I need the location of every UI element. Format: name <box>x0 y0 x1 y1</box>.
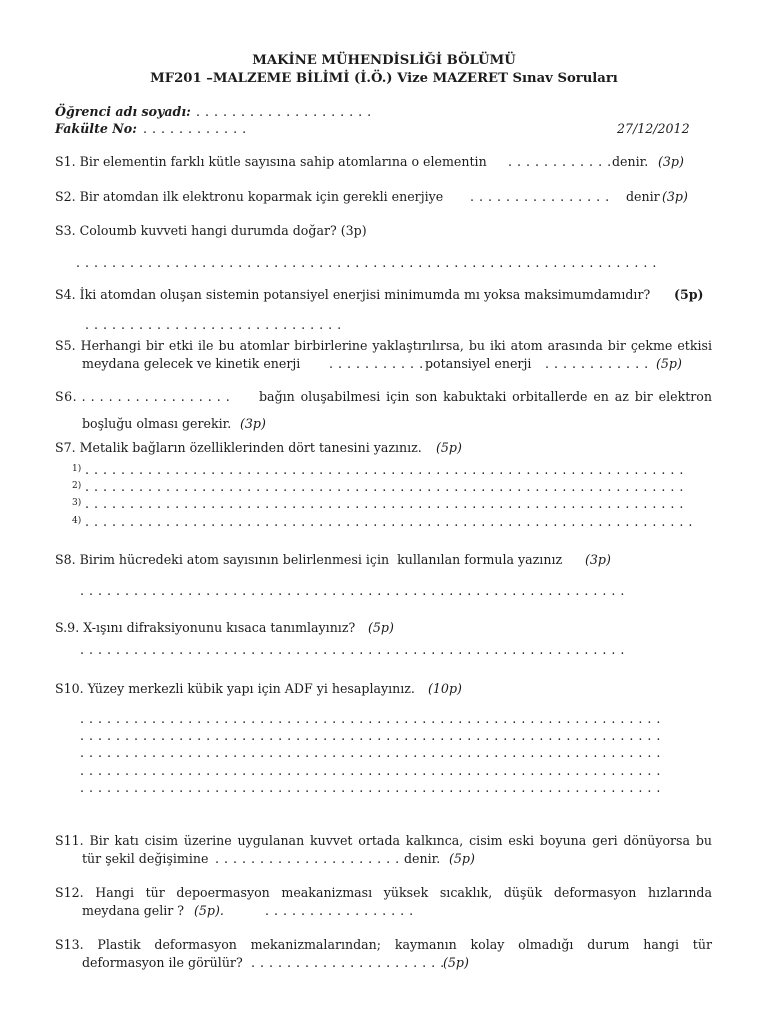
question-s13-line1: S13. Plastik deformasyon mekanizmalarından; kaymanın kolay olmadığı durum hangi tür <box>55 937 712 952</box>
question-s11-line1: S11. Bir katı cisim üzerine uygulanan kuvvet ortada kalkınca, cisim eski boyuna geri dönüyorsa bu <box>55 833 712 848</box>
question-s12-line1: S12. Hangi tür depoermasyon meakanizması yüksek sıcaklık, düşük deformasyon hızlarında <box>55 885 712 900</box>
question-s10-answer-line: . . . . . . . . . . . . . . . . . . . . . . . . . . . . . . . . . . . . . . . . . . . . . . . . . . . . . . . . . . . . . . . . . <box>80 745 661 760</box>
question-s10-answer-line: . . . . . . . . . . . . . . . . . . . . . . . . . . . . . . . . . . . . . . . . . . . . . . . . . . . . . . . . . . . . . . . . . <box>80 780 661 795</box>
question-s2-text: S2. Bir atomdan ilk elektronu koparmak için gerekli enerjiye <box>55 189 444 204</box>
question-s9-points: (5p) <box>368 620 394 635</box>
question-s6-points: (3p) <box>240 416 266 431</box>
exam-title: MF201 –MALZEME BİLİMİ (İ.Ö.) Vize MAZERET Sınav Soruları <box>150 71 618 86</box>
question-s12-points: (5p). <box>194 903 224 918</box>
department-title: MAKİNE MÜHENDİSLİĞİ BÖLÜMÜ <box>252 53 516 68</box>
question-s5-blank1: . . . . . . . . . . . . <box>329 356 433 371</box>
question-s7-item-number: 1) <box>72 464 82 474</box>
question-s11-line2-a: tür şekil değişimine <box>82 851 209 866</box>
question-s7-item-number: 3) <box>72 498 82 508</box>
question-s11-points: (5p) <box>449 851 475 866</box>
question-s10-answer-line: . . . . . . . . . . . . . . . . . . . . . . . . . . . . . . . . . . . . . . . . . . . . . . . . . . . . . . . . . . . . . . . . . <box>80 711 661 726</box>
question-s2-tail: denir <box>626 189 660 204</box>
question-s8-answer-line: . . . . . . . . . . . . . . . . . . . . . . . . . . . . . . . . . . . . . . . . . . . . . . . . . . . . . . . . . . . . . <box>80 583 625 598</box>
question-s6-line2: boşluğu olması gerekir. <box>82 416 232 431</box>
question-s10-points: (10p) <box>428 681 462 696</box>
question-s2-points: (3p) <box>662 189 688 204</box>
question-s10-answer-line: . . . . . . . . . . . . . . . . . . . . . . . . . . . . . . . . . . . . . . . . . . . . . . . . . . . . . . . . . . . . . . . . . <box>80 763 661 778</box>
question-s10-answer-line: . . . . . . . . . . . . . . . . . . . . . . . . . . . . . . . . . . . . . . . . . . . . . . . . . . . . . . . . . . . . . . . . . <box>80 728 661 743</box>
question-s5-line2-b: potansiyel enerji <box>425 356 532 371</box>
question-s9-text: S.9. X-ışını difraksiyonunu kısaca tanımlayınız? <box>55 620 356 635</box>
question-s10-text: S10. Yüzey merkezli kübik yapı için ADF yi hesaplayınız. <box>55 681 415 696</box>
question-s11-line2-b: denir. <box>404 851 441 866</box>
question-s13-blank: . . . . . . . . . . . . . . . . . . . . . . <box>251 955 445 970</box>
question-s4-answer-line: . . . . . . . . . . . . . . . . . . . . . . . . . . . . . <box>85 317 342 332</box>
question-s1-blank: . . . . . . . . . . . . <box>508 154 612 169</box>
question-s7-item-blank: . . . . . . . . . . . . . . . . . . . . . . . . . . . . . . . . . . . . . . . . . . . . . . . . . . . . . . . . . . . . . . . . . . . <box>85 496 684 511</box>
student-name-label: Öğrenci adı soyadı: <box>55 104 191 119</box>
question-s7-item-number: 2) <box>72 481 82 491</box>
question-s5-blank2: . . . . . . . . . . . . <box>545 356 649 371</box>
question-s3-text: S3. Coloumb kuvveti hangi durumda doğar? (3p) <box>55 223 367 238</box>
question-s4-points: (5p) <box>674 287 704 302</box>
question-s6-blank: S6. . . . . . . . . . . . . . . . . . <box>55 389 231 404</box>
question-s12-blank: . . . . . . . . . . . . . . . . . <box>265 903 414 918</box>
question-s11-blank: . . . . . . . . . . . . . . . . . . . . . <box>215 851 400 866</box>
question-s8-points: (3p) <box>585 552 611 567</box>
question-s12-line2: meydana gelir ? <box>82 903 185 918</box>
question-s7-item-blank: . . . . . . . . . . . . . . . . . . . . . . . . . . . . . . . . . . . . . . . . . . . . . . . . . . . . . . . . . . . . . . . . . . . <box>85 462 684 477</box>
exam-date: 27/12/2012 <box>617 121 690 136</box>
question-s7-item-blank: . . . . . . . . . . . . . . . . . . . . . . . . . . . . . . . . . . . . . . . . . . . . . . . . . . . . . . . . . . . . . . . . . . . . <box>85 514 693 529</box>
question-s8-text: S8. Birim hücredeki atom sayısının belirlenmesi için kullanılan formula yazınız <box>55 552 563 567</box>
question-s6-line1: bağın oluşabilmesi için son kabuktaki orbitallerde en az bir elektron <box>259 389 712 404</box>
faculty-no-blank: . . . . . . . . . . . . <box>143 121 247 136</box>
question-s5-line2-a: meydana gelecek ve kinetik enerji <box>82 356 301 371</box>
question-s7-text: S7. Metalik bağların özelliklerinden dört tanesini yazınız. <box>55 440 422 455</box>
question-s1-points: (3p) <box>658 154 684 169</box>
question-s1-text: S1. Bir elementin farklı kütle sayısına sahip atomlarına o elementin <box>55 154 487 169</box>
question-s4-text: S4. İki atomdan oluşan sistemin potansiyel enerjisi minimumda mı yoksa maksimumdamıdır? <box>55 287 651 302</box>
question-s9-answer-line: . . . . . . . . . . . . . . . . . . . . . . . . . . . . . . . . . . . . . . . . . . . . . . . . . . . . . . . . . . . . . <box>80 642 625 657</box>
question-s7-points: (5p) <box>436 440 462 455</box>
question-s3-answer-line: . . . . . . . . . . . . . . . . . . . . . . . . . . . . . . . . . . . . . . . . . . . . . . . . . . . . . . . . . . . . . . . . . <box>76 255 657 270</box>
question-s7-item-number: 4) <box>72 516 82 526</box>
question-s2-blank: . . . . . . . . . . . . . . . . <box>470 189 610 204</box>
question-s1-tail: denir. <box>612 154 649 169</box>
question-s5-line1: S5. Herhangi bir etki ile bu atomlar birbirlerine yaklaştırılırsa, bu iki atom arasında bir çekme etkisi <box>55 338 712 353</box>
student-name-blank: . . . . . . . . . . . . . . . . . . . . <box>196 104 372 119</box>
question-s7-item-blank: . . . . . . . . . . . . . . . . . . . . . . . . . . . . . . . . . . . . . . . . . . . . . . . . . . . . . . . . . . . . . . . . . . . <box>85 479 684 494</box>
question-s13-points: (5p) <box>443 955 469 970</box>
question-s13-line2: deformasyon ile görülür? <box>82 955 243 970</box>
faculty-no-label: Fakülte No: <box>55 121 137 136</box>
question-s5-points: (5p) <box>656 356 682 371</box>
